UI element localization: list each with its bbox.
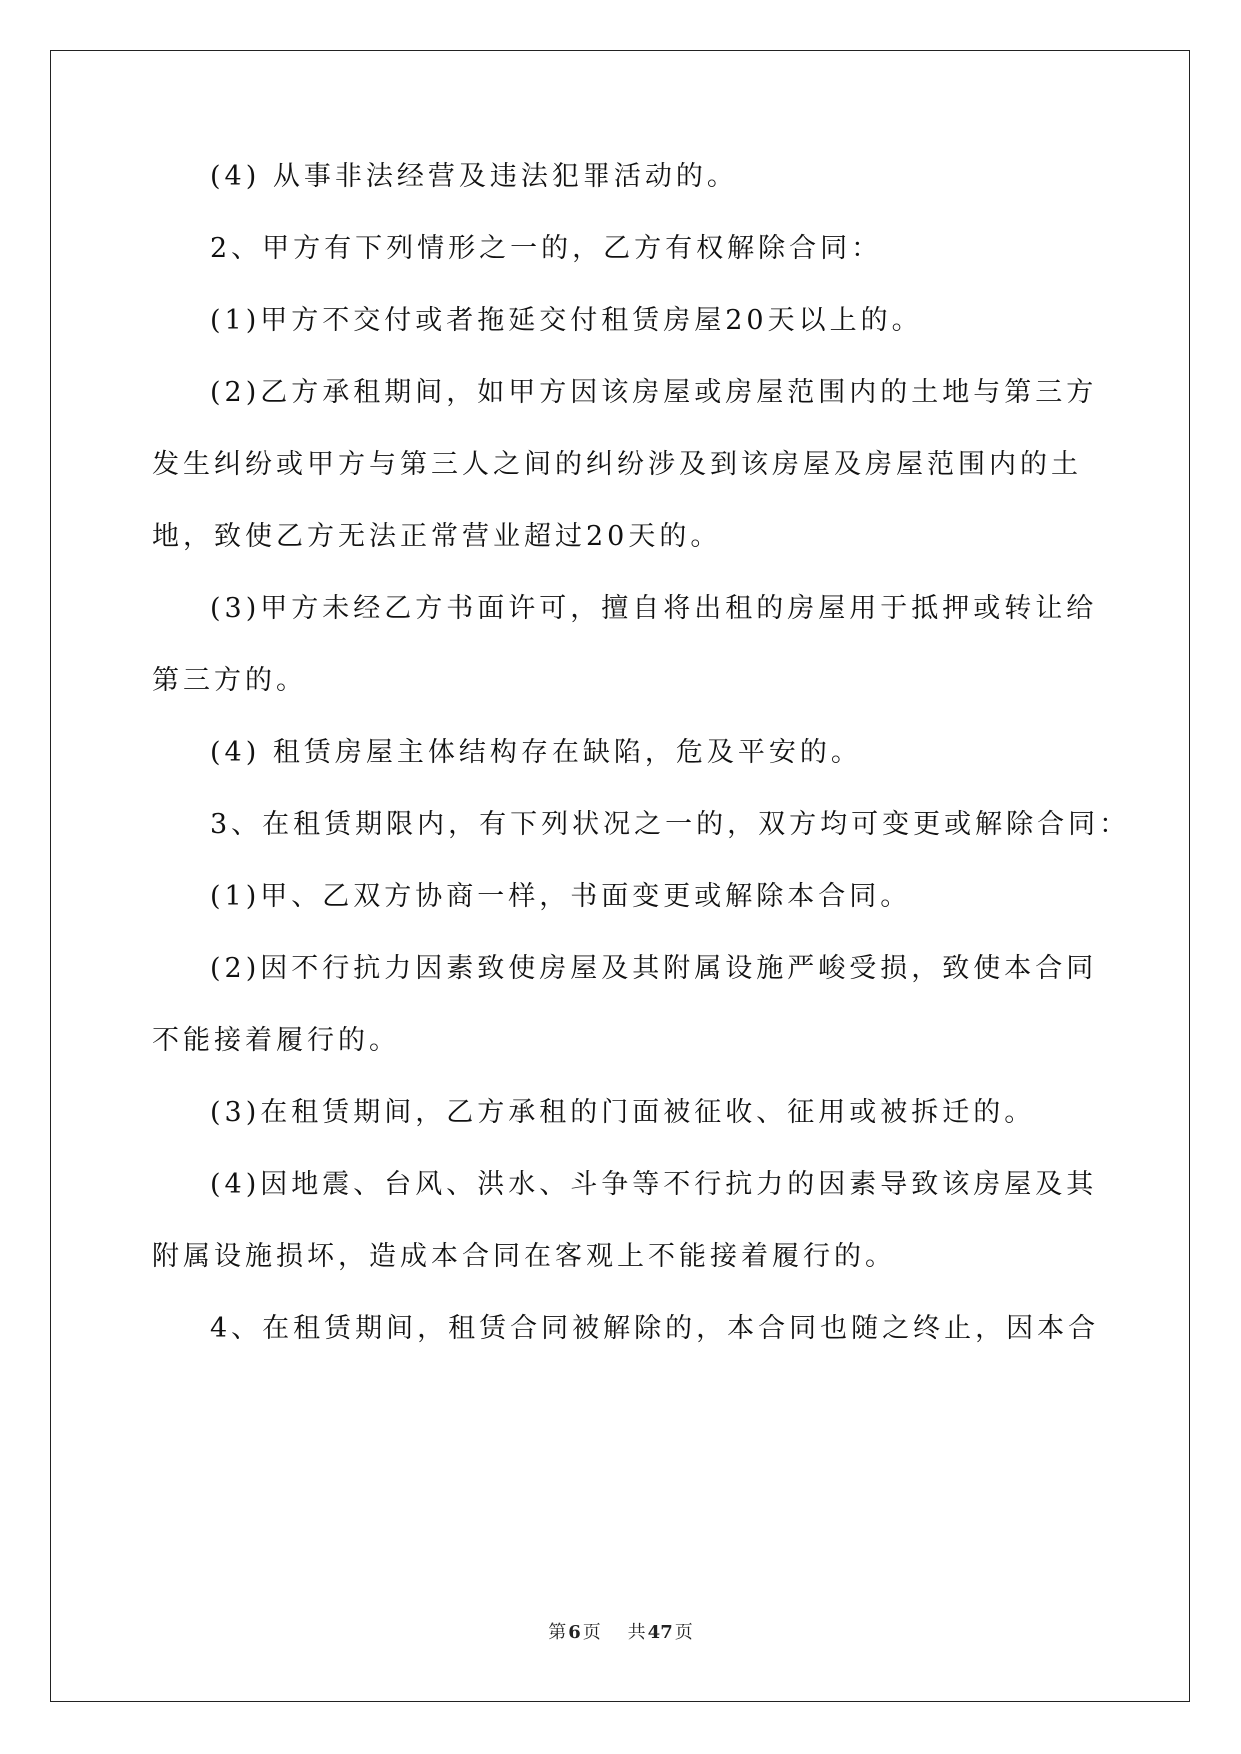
footer-page-suffix: 页 xyxy=(582,1622,601,1643)
footer-prefix: 第 xyxy=(548,1622,567,1643)
text-line: 3、在租赁期限内，有下列状况之一的，双方均可变更或解除合同： xyxy=(210,809,1131,840)
text-line: 不能接着履行的。 xyxy=(152,1025,400,1056)
text-line: 地，致使乙方无法正常营业超过20天的。 xyxy=(152,521,722,552)
text-line: (4) 从事非法经营及违法犯罪活动的。 xyxy=(210,161,738,192)
text-line: 2、甲方有下列情形之一的，乙方有权解除合同： xyxy=(210,233,883,264)
text-line: (2)乙方承租期间，如甲方因该房屋或房屋范围内的土地与第三方 xyxy=(210,377,1098,408)
page-border xyxy=(50,50,1190,1702)
text-line: (4)因地震、台风、洪水、斗争等不行抗力的因素导致该房屋及其 xyxy=(210,1169,1098,1200)
text-line: (3)甲方未经乙方书面许可，擅自将出租的房屋用于抵押或转让给 xyxy=(210,593,1098,624)
page-footer xyxy=(0,1618,1241,1644)
page-number: 6 xyxy=(568,1622,581,1643)
text-line: (3)在租赁期间，乙方承租的门面被征收、征用或被拆迁的。 xyxy=(210,1097,1036,1128)
text-line: (4) 租赁房屋主体结构存在缺陷，危及平安的。 xyxy=(210,737,862,768)
text-line: (2)因不行抗力因素致使房屋及其附属设施严峻受损，致使本合同 xyxy=(210,953,1098,984)
footer-total-prefix: 共 xyxy=(627,1622,646,1643)
text-line: 附属设施损坏，造成本合同在客观上不能接着履行的。 xyxy=(152,1241,896,1272)
text-line: 发生纠纷或甲方与第三人之间的纠纷涉及到该房屋及房屋范围内的土 xyxy=(152,449,1082,480)
text-line: (1)甲、乙双方协商一样，书面变更或解除本合同。 xyxy=(210,881,912,912)
text-line: 第三方的。 xyxy=(152,665,307,696)
text-line: 4、在租赁期间，租赁合同被解除的，本合同也随之终止，因本合 xyxy=(210,1313,1100,1344)
page-total: 47 xyxy=(647,1622,673,1643)
footer-total-suffix: 页 xyxy=(674,1622,693,1643)
text-line: (1)甲方不交付或者拖延交付租赁房屋20天以上的。 xyxy=(210,305,923,336)
